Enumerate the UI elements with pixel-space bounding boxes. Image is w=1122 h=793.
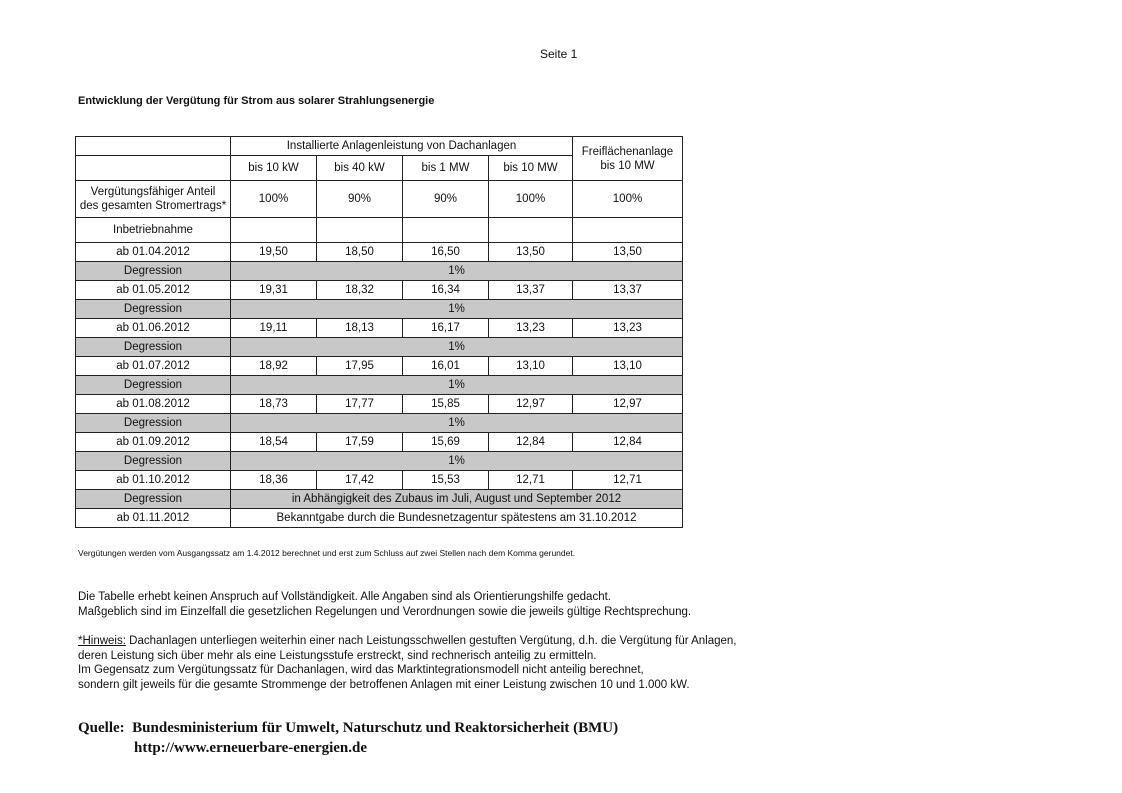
share-label bbox=[76, 181, 231, 218]
empty-cell bbox=[231, 218, 317, 243]
degression-value: 1% bbox=[231, 414, 683, 433]
empty-cell bbox=[573, 218, 683, 243]
empty-cell bbox=[403, 218, 489, 243]
tariff-row bbox=[76, 395, 683, 414]
tariff-value: 13,37 bbox=[573, 281, 683, 300]
tariff-value: 16,01 bbox=[403, 357, 489, 376]
source-url[interactable]: http://www.erneuerbare-energien.de bbox=[134, 740, 368, 756]
empty-cell bbox=[317, 218, 403, 243]
degression-label: Degression bbox=[76, 376, 231, 395]
tariff-value: 18,92 bbox=[231, 357, 317, 376]
tariff-row bbox=[76, 319, 683, 338]
corner-cell-2 bbox=[76, 156, 231, 181]
tariff-value: 16,17 bbox=[403, 319, 489, 338]
hint-label: *Hinweis: bbox=[78, 635, 126, 647]
hint-line bbox=[78, 634, 737, 649]
degression-row bbox=[76, 300, 683, 319]
tariff-value: 13,10 bbox=[573, 357, 683, 376]
tariff-row bbox=[76, 509, 683, 528]
announcement-note: Bekanntgabe durch die Bundesnetzagentur spätestens am 31.10.2012 bbox=[231, 509, 683, 528]
row-date: ab 01.08.2012 bbox=[76, 395, 231, 414]
tariff-value: 15,69 bbox=[403, 433, 489, 452]
source-name: Bundesministerium für Umwelt, Naturschutz und Reaktorsicherheit (BMU) bbox=[132, 720, 619, 736]
share-label-line2: des gesamten Stromertrags* bbox=[79, 200, 227, 212]
degression-row bbox=[76, 338, 683, 357]
degression-row bbox=[76, 376, 683, 395]
tariff-value: 15,53 bbox=[403, 471, 489, 490]
tariff-value: 17,59 bbox=[317, 433, 403, 452]
tariff-value: 18,32 bbox=[317, 281, 403, 300]
row-date: ab 01.04.2012 bbox=[76, 243, 231, 262]
tariff-value: 13,23 bbox=[489, 319, 573, 338]
tariff-row bbox=[76, 433, 683, 452]
row-date: ab 01.10.2012 bbox=[76, 471, 231, 490]
disclaimer-line: Maßgeblich sind im Einzelfall die gesetzlichen Regelungen und Verordnungen sowie die jeweils gültige Rechtsprechung. bbox=[78, 605, 692, 618]
tariff-value: 18,73 bbox=[231, 395, 317, 414]
tariff-value: 12,71 bbox=[489, 471, 573, 490]
row-date: ab 01.11.2012 bbox=[76, 509, 231, 528]
tariff-value: 16,50 bbox=[403, 243, 489, 262]
tariff-value: 12,71 bbox=[573, 471, 683, 490]
share-value: 100% bbox=[489, 181, 573, 218]
tariff-value: 12,84 bbox=[489, 433, 573, 452]
capacity-header: bis 40 kW bbox=[317, 156, 403, 181]
tariff-value: 18,13 bbox=[317, 319, 403, 338]
hint-block bbox=[78, 634, 737, 692]
page-number: Seite 1 bbox=[540, 47, 578, 61]
tariff-value: 12,97 bbox=[489, 395, 573, 414]
tariff-value: 13,50 bbox=[489, 243, 573, 262]
degression-value: 1% bbox=[231, 262, 683, 281]
tariff-value: 18,50 bbox=[317, 243, 403, 262]
tariff-value: 19,11 bbox=[231, 319, 317, 338]
degression-value: 1% bbox=[231, 452, 683, 471]
disclaimer-line: Die Tabelle erhebt keinen Anspruch auf Vollständigkeit. Alle Angaben sind als Orientierungshilfe gedacht. bbox=[78, 591, 611, 603]
tariff-row bbox=[76, 281, 683, 300]
degression-value: 1% bbox=[231, 376, 683, 395]
degression-row bbox=[76, 452, 683, 471]
hint-line: deren Leistung sich über mehr als eine Leistungsstufe erstreckt, sind rechnerisch anteilig zu ermitteln. bbox=[78, 649, 597, 662]
degression-row bbox=[76, 490, 683, 509]
degression-label: Degression bbox=[76, 338, 231, 357]
field-header-line1: Freiflächenanlage bbox=[581, 145, 674, 158]
degression-row bbox=[76, 262, 683, 281]
hint-line: Im Gegensatz zum Vergütungssatz für Dachanlagen, wird das Marktintegrationsmodell nicht anteilig berechnet, bbox=[78, 664, 644, 676]
corner-cell bbox=[76, 137, 231, 156]
row-date: ab 01.05.2012 bbox=[76, 281, 231, 300]
tariff-value: 18,54 bbox=[231, 433, 317, 452]
share-value: 90% bbox=[317, 181, 403, 218]
degression-value: 1% bbox=[231, 300, 683, 319]
capacity-header: bis 10 MW bbox=[489, 156, 573, 181]
disclaimer bbox=[78, 590, 691, 619]
tariff-value: 15,85 bbox=[403, 395, 489, 414]
degression-label: Degression bbox=[76, 490, 231, 509]
share-value: 90% bbox=[403, 181, 489, 218]
row-date: ab 01.09.2012 bbox=[76, 433, 231, 452]
tariff-value: 12,84 bbox=[573, 433, 683, 452]
field-group-header bbox=[573, 137, 683, 181]
tariff-value: 17,42 bbox=[317, 471, 403, 490]
hint-line1-text: Dachanlagen unterliegen weiterhin einer nach Leistungsschwellen gestuften Vergütung, d.h. die Vergütung für Anlagen, bbox=[125, 635, 737, 647]
field-header-line2: bis 10 MW bbox=[600, 159, 655, 172]
degression-value: 1% bbox=[231, 338, 683, 357]
rounding-note: Vergütungen werden vom Ausgangssatz am 1.4.2012 berechnet und erst zum Schluss auf zwei Stellen nach dem Komma gerundet. bbox=[78, 548, 576, 558]
source-line bbox=[78, 720, 618, 737]
tariff-value: 19,50 bbox=[231, 243, 317, 262]
tariff-value: 16,34 bbox=[403, 281, 489, 300]
document-title: Entwicklung der Vergütung für Strom aus solarer Strahlungsenergie bbox=[78, 95, 435, 107]
degression-row bbox=[76, 414, 683, 433]
hint-line: sondern gilt jeweils für die gesamte Strommenge der betroffenen Anlagen mit einer Leistung zwischen 10 und 1.000 kW. bbox=[78, 678, 690, 691]
share-label-line1: Vergütungsfähiger Anteil bbox=[90, 186, 216, 198]
tariff-value: 13,23 bbox=[573, 319, 683, 338]
empty-cell bbox=[489, 218, 573, 243]
tariff-value: 12,97 bbox=[573, 395, 683, 414]
source-label: Quelle: bbox=[78, 720, 125, 736]
degression-label: Degression bbox=[76, 262, 231, 281]
row-date: ab 01.06.2012 bbox=[76, 319, 231, 338]
share-value: 100% bbox=[573, 181, 683, 218]
tariff-value: 17,95 bbox=[317, 357, 403, 376]
capacity-header: bis 1 MW bbox=[403, 156, 489, 181]
tariff-value: 18,36 bbox=[231, 471, 317, 490]
tariff-value: 13,10 bbox=[489, 357, 573, 376]
capacity-header: bis 10 kW bbox=[231, 156, 317, 181]
tariff-value: 13,37 bbox=[489, 281, 573, 300]
tariff-row bbox=[76, 471, 683, 490]
tariff-table bbox=[75, 136, 683, 528]
degression-label: Degression bbox=[76, 452, 231, 471]
commissioning-label: Inbetriebnahme bbox=[76, 218, 231, 243]
tariff-row bbox=[76, 243, 683, 262]
degression-value: in Abhängigkeit des Zubaus im Juli, August und September 2012 bbox=[231, 490, 683, 509]
tariff-value: 17,77 bbox=[317, 395, 403, 414]
row-date: ab 01.07.2012 bbox=[76, 357, 231, 376]
share-value: 100% bbox=[231, 181, 317, 218]
degression-label: Degression bbox=[76, 300, 231, 319]
tariff-row bbox=[76, 357, 683, 376]
tariff-value: 19,31 bbox=[231, 281, 317, 300]
roof-group-header: Installierte Anlagenleistung von Dachanlagen bbox=[231, 137, 573, 156]
tariff-value: 13,50 bbox=[573, 243, 683, 262]
degression-label: Degression bbox=[76, 414, 231, 433]
